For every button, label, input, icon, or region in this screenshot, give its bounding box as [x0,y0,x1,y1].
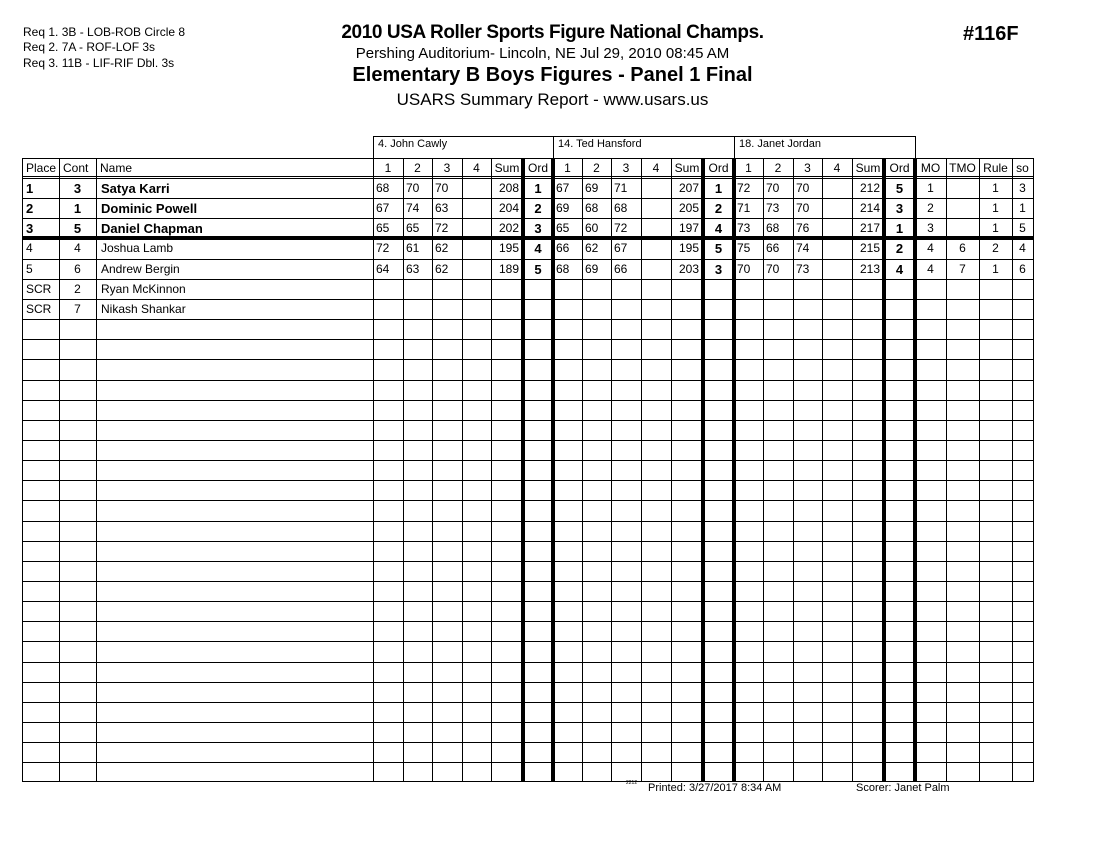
judge2-ordinal: 5 [714,241,723,256]
judge3-score-3: 70 [796,181,810,195]
judge2-score-3: 68 [614,201,628,215]
judge2-ordinal: 2 [714,201,723,216]
judge1-sum: 208 [498,181,519,195]
row-divider [22,581,1034,582]
judge1-score-1: 65 [376,221,390,235]
judge1-score-1: 67 [376,201,390,215]
judge2-score-1: 66 [556,241,570,255]
row-divider [22,742,1034,743]
header-name: Name [100,161,133,175]
rule-cell: 1 [992,181,999,195]
header-so: so [1016,161,1029,175]
judge2-score-3: 71 [614,181,628,195]
judge3-score-1: 75 [737,241,751,255]
header-judge2-s1: 1 [564,161,571,175]
header-judge2-sum: Sum [674,161,700,175]
row-divider [22,440,1034,441]
scorer-name: Scorer: Janet Palm [856,782,950,794]
row-divider [22,319,1034,320]
judge2-ordinal: 3 [714,262,723,277]
judge2-score-2: 69 [585,262,599,276]
judge1-score-2: 70 [406,181,420,195]
judge1-score-3: 72 [435,221,449,235]
judge2-score-2: 60 [585,221,599,235]
place-cell: SCR [26,302,52,316]
event-number: #116F [963,23,1019,45]
judge1-score-1: 68 [376,181,390,195]
contestant-number-cell: 3 [73,181,82,196]
competition-title: 2010 USA Roller Sports Figure National Champs. [341,22,764,43]
judge3-sum: 214 [859,201,880,215]
judge3-score-2: 70 [766,262,780,276]
judge2-score-3: 66 [614,262,628,276]
mo-cell: 1 [927,181,934,195]
judge3-score-3: 73 [796,262,810,276]
place-cell: 2 [26,201,34,216]
judge1-score-3: 62 [435,241,449,255]
contestant-number-cell: 5 [73,221,82,236]
judge-header-3: 18. Janet Jordan [734,136,916,158]
printed-timestamp: Printed: 3/27/2017 8:34 AM [648,782,782,794]
skater-name-cell: Satya Karri [101,181,170,196]
judge3-score-1: 72 [737,181,751,195]
row-divider [22,420,1034,421]
header-judge3-s1: 1 [745,161,752,175]
judge3-sum: 213 [859,262,880,276]
judge2-score-1: 69 [556,201,570,215]
skater-name-cell: Dominic Powell [101,201,198,216]
skater-name-cell: Joshua Lamb [101,241,174,255]
header-judge2-s2: 2 [593,161,600,175]
header-rule: Rule [983,161,1008,175]
skater-name-cell: Andrew Bergin [101,262,180,276]
judge2-sum: 203 [678,262,699,276]
judge2-sum: 205 [678,201,699,215]
skater-name-cell: Daniel Chapman [101,221,203,236]
requirement-3: Req 3. 11B - LIF-RIF Dbl. 3s [23,56,175,70]
place-cell: 4 [26,241,33,255]
row-divider [22,500,1034,501]
header-judge2-ord: Ord [708,161,729,175]
place-cell: 1 [26,181,34,196]
mo-cell: 3 [927,221,934,235]
row-divider [22,541,1034,542]
judge2-sum: 197 [678,221,699,235]
header-judge2-s4: 4 [652,161,660,175]
judge-header-1: 4. John Cawly [373,136,554,158]
column-divider [822,158,823,782]
row-divider [22,460,1034,461]
contestant-number-cell: 6 [74,262,81,276]
place-cell: 3 [26,221,34,236]
row-divider [22,400,1034,401]
rule-cell: 1 [992,201,999,215]
judge3-score-2: 70 [766,181,780,195]
column-divider [462,158,463,782]
judge1-sum: 202 [498,221,519,235]
judge2-score-3: 67 [614,241,628,255]
so-cell: 1 [1019,201,1026,215]
event-title: Elementary B Boys Figures - Panel 1 Final [352,64,753,86]
row-divider [22,359,1034,360]
judge-header-2: 14. Ted Hansford [553,136,735,158]
judge1-score-2: 65 [406,221,420,235]
row-divider [22,722,1034,723]
header-judge3-s4: 4 [833,161,841,175]
judge3-score-3: 74 [796,241,810,255]
row-divider [22,380,1034,381]
judge2-sum: 207 [678,181,699,195]
judge1-score-2: 61 [406,241,420,255]
header-judge3-sum: Sum [855,161,881,175]
header-judge1-sum: Sum [494,161,520,175]
report-subtitle: USARS Summary Report - www.usars.us [396,90,709,109]
print-code: 2212 [626,780,638,786]
judge3-score-1: 71 [737,201,751,215]
judge1-ordinal: 3 [534,221,542,236]
judge1-sum: 195 [498,241,519,255]
judge3-ordinal: 2 [895,241,904,256]
rule-cell: 1 [992,221,999,235]
judge2-score-1: 67 [556,181,570,195]
judge3-score-2: 66 [766,241,780,255]
so-cell: 5 [1019,221,1026,235]
judge1-score-1: 64 [376,262,390,276]
header-judge3-s2: 2 [774,161,782,175]
row-divider [22,662,1034,663]
column-divider [1033,158,1034,782]
judge1-score-1: 72 [376,241,390,255]
header-tmo: TMO [949,161,976,175]
judge1-sum: 189 [498,262,519,276]
judge3-ordinal: 5 [895,181,904,196]
judge3-score-2: 73 [766,201,780,215]
place-cell: 5 [26,262,33,276]
judge2-score-1: 68 [556,262,570,276]
header-place: Place [26,161,57,175]
rule-cell: 2 [992,241,999,255]
judge2-score-2: 68 [585,201,599,215]
judge1-score-3: 70 [435,181,449,195]
judge1-sum: 204 [498,201,519,215]
judge3-ordinal: 1 [895,221,904,236]
row-divider [22,702,1034,703]
judge3-score-1: 70 [737,262,751,276]
header-judge2-s3: 3 [622,161,630,175]
header-judge1-s3: 3 [443,161,451,175]
header-judge1-s4: 4 [473,161,480,175]
contestant-number-cell: 7 [74,302,81,316]
judge3-score-1: 73 [737,221,751,235]
tmo-cell: 7 [959,262,966,276]
skater-name-cell: Ryan McKinnon [101,282,186,296]
skater-name-cell: Nikash Shankar [101,302,186,316]
judge2-ordinal: 1 [714,181,723,196]
judge2-score-2: 69 [585,181,599,195]
requirement-1: Req 1. 3B - LOB-ROB Circle 8 [23,25,186,39]
row-divider [22,521,1034,522]
header-judge1-s1: 1 [384,161,392,175]
row-divider [22,339,1034,340]
row-divider [22,682,1034,683]
judge2-score-3: 72 [614,221,628,235]
judge1-ordinal: 5 [534,262,542,277]
contestant-number-cell: 2 [74,282,81,296]
rule-cell: 1 [992,262,999,276]
tmo-cell: 6 [959,241,966,255]
judge1-score-2: 74 [406,201,420,215]
mo-cell: 4 [927,262,934,276]
row-divider [22,561,1034,562]
place-cell: SCR [26,282,52,296]
header-judge3-ord: Ord [889,161,910,175]
row-divider [22,641,1034,642]
mo-cell: 2 [927,201,934,215]
row-divider [22,480,1034,481]
so-cell: 4 [1019,241,1026,255]
judge3-sum: 215 [859,241,880,255]
judge1-score-2: 63 [406,262,420,276]
header-judge3-s3: 3 [804,161,811,175]
judge3-ordinal: 3 [895,201,904,216]
mo-cell: 4 [927,241,934,255]
row-divider [22,762,1034,763]
judge2-ordinal: 4 [714,221,723,236]
contestant-number-cell: 1 [73,201,82,216]
header-judge1-ord: Ord [527,161,548,175]
judge3-ordinal: 4 [895,262,904,277]
judge1-ordinal: 4 [534,241,542,256]
column-divider [96,158,97,782]
judge3-score-3: 70 [796,201,810,215]
judge1-ordinal: 2 [534,201,542,216]
header-cont: Cont [63,161,89,175]
requirement-2: Req 2. 7A - ROF-LOF 3s [23,40,156,54]
judge3-sum: 212 [859,181,880,195]
row-divider [22,601,1034,602]
judge2-score-1: 65 [556,221,570,235]
judge3-score-2: 68 [766,221,780,235]
so-cell: 3 [1019,181,1026,195]
column-divider [641,158,642,782]
row-divider [22,621,1034,622]
judge3-score-3: 76 [796,221,810,235]
judge1-ordinal: 1 [534,181,542,196]
judge2-sum: 195 [678,241,699,255]
header-mo: MO [920,161,941,175]
judge1-score-3: 63 [435,201,449,215]
contestant-number-cell: 4 [74,241,81,255]
venue-datetime: Pershing Auditorium- Lincoln, NE Jul 29, 2010 08:45 AM [355,45,730,62]
so-cell: 6 [1019,262,1026,276]
judge2-score-2: 62 [585,241,599,255]
judge3-sum: 217 [859,221,880,235]
header-judge1-s2: 2 [414,161,421,175]
judge1-score-3: 62 [435,262,449,276]
